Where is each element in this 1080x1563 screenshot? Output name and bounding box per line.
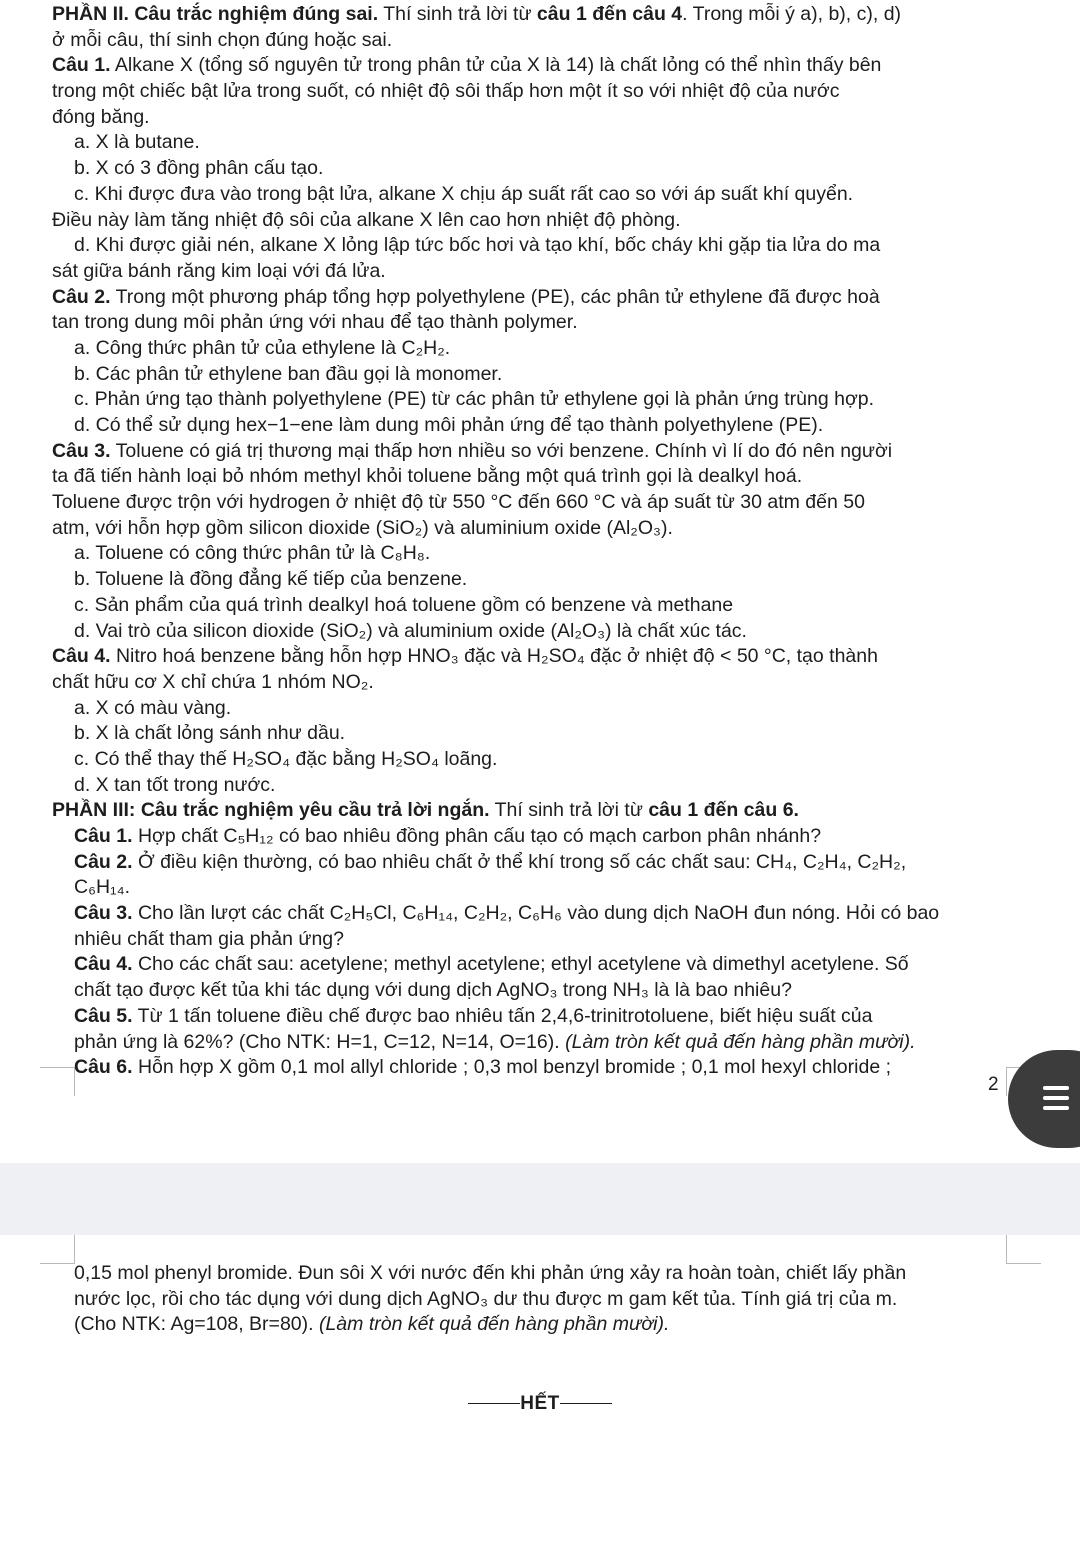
q3-option-d: d. Vai trò của silicon dioxide (SiO₂) và aluminium oxide (Al₂O₃) là chất xúc tác. — [74, 619, 747, 642]
part2-intro: PHẦN II. Câu trắc nghiệm đúng sai. Thí sinh trả lời từ câu 1 đến câu 4. Trong mỗi ý a), b), c), d) — [52, 3, 902, 25]
p3-q4-l2: chất tạo được kết tủa khi tác dụng với dung dịch AgNO₃ trong NH₃ là là bao nhiêu? — [74, 979, 792, 1002]
q2-option-d: d. Có thể sử dụng hex−1−ene làm dung môi phản ứng để tạo thành polyethylene (PE). — [74, 414, 824, 436]
end-marker: HẾT — [0, 1393, 1080, 1415]
part3-heading: PHẦN III: Câu trắc nghiệm yêu cầu trả lời ngắn. — [52, 799, 490, 822]
q3-option-b: b. Toluene là đồng đẳng kế tiếp của benzene. — [74, 568, 468, 591]
q1-option-d-l2: sát giữa bánh răng kim loại với đá lửa. — [52, 259, 386, 282]
crop-mark-top-right — [1006, 1235, 1041, 1264]
q4-option-a: a. X có màu vàng. — [74, 696, 232, 719]
q4-stem-l2: chất hữu cơ X chỉ chứa 1 nhóm NO₂. — [52, 670, 374, 693]
q1-stem-l2: trong một chiếc bật lửa trong suốt, có nhiệt độ sôi thấp hơn một ít so với nhiệt độ của nước — [52, 80, 840, 103]
p3-q6-l4: (Cho NTK: Ag=108, Br=80). (Làm tròn kết quả đến hàng phần mười). — [74, 1313, 670, 1336]
q1-option-c-l2: Điều này làm tăng nhiệt độ sôi của alkane X lên cao hơn nhiệt độ phòng. — [52, 208, 681, 231]
q3-stem-l3: Toluene được trộn với hydrogen ở nhiệt độ từ 550 °C đến 660 °C và áp suất từ 30 atm đến 50 — [52, 491, 865, 514]
page-2-text — [0, 1261, 1050, 1338]
p3-q4: Câu 4. Cho các chất sau: acetylene; methyl acetylene; ethyl acetylene và dimethyl acetylene. Số — [74, 953, 909, 976]
q4-option-c: c. Có thể thay thế H₂SO₄ đặc bằng H₂SO₄ loãng. — [74, 747, 498, 770]
q2-option-a: a. Công thức phân tử của ethylene là C₂H₂. — [74, 336, 451, 359]
q1-option-c: c. Khi được đưa vào trong bật lửa, alkane X chịu áp suất rất cao so với áp suất khí quyển. — [74, 182, 854, 205]
part2-intro-line2: ở mỗi câu, thí sinh chọn đúng hoặc sai. — [52, 28, 393, 51]
q3-stem: Câu 3. Toluene có giá trị thương mại thấp hơn nhiều so với benzene. Chính vì lí do đó nên người — [52, 439, 893, 462]
p3-q2: Câu 2. Ở điều kiện thường, có bao nhiêu chất ở thể khí trong số các chất sau: CH₄, C₂H₄, C₂H₂, — [74, 850, 907, 873]
crop-mark-top-left — [40, 1235, 75, 1264]
q2-option-c: c. Phản ứng tạo thành polyethylene (PE) từ các phân tử ethylene gọi là phản ứng trùng hợp. — [74, 388, 875, 411]
q1-stem-l3: đóng băng. — [52, 105, 150, 128]
p3-q6: Câu 6. Hỗn hợp X gồm 0,1 mol allyl chloride ; 0,3 mol benzyl bromide ; 0,1 mol hexyl chloride ; — [74, 1056, 892, 1079]
p3-q5-l2: phản ứng là 62%? (Cho NTK: H=1, C=12, N=14, O=16). (Làm tròn kết quả đến hàng phần mười). — [74, 1030, 916, 1053]
part3-intro: PHẦN III: Câu trắc nghiệm yêu cầu trả lời ngắn. Thí sinh trả lời từ câu 1 đến câu 6. — [52, 799, 799, 822]
p3-q6-l3: nước lọc, rồi cho tác dụng với dung dịch AgNO₃ dư thu được m gam kết tủa. Tính giá trị của m. — [74, 1287, 898, 1310]
p3-q3: Câu 3. Cho lần lượt các chất C₂H₅Cl, C₆H₁₄, C₂H₂, C₆H₆ vào dung dịch NaOH đun nóng. Hỏi có bao — [74, 902, 940, 925]
p3-q3-l2: nhiêu chất tham gia phản ứng? — [74, 927, 345, 950]
q3-stem-l2: ta đã tiến hành loại bỏ nhóm methyl khỏi toluene bằng một quá trình gọi là dealkyl hoá. — [52, 465, 803, 488]
q4-option-d: d. X tan tốt trong nước. — [74, 773, 276, 796]
p3-q1: Câu 1. Hợp chất C₅H₁₂ có bao nhiêu đồng phân cấu tạo có mạch carbon phân nhánh? — [74, 825, 822, 847]
p3-q5: Câu 5. Từ 1 tấn toluene điều chế được bao nhiêu tấn 2,4,6-trinitrotoluene, biết hiệu suất của — [74, 1004, 873, 1027]
part2-heading: PHẦN II. Câu trắc nghiệm đúng sai. — [52, 3, 379, 25]
q1-option-b: b. X có 3 đồng phân cấu tạo. — [74, 157, 324, 180]
q1-option-a: a. X là butane. — [74, 131, 200, 154]
hamburger-menu-icon[interactable] — [1043, 1086, 1069, 1110]
q3-option-c: c. Sản phẩm của quá trình dealkyl hoá toluene gồm có benzene và methane — [74, 593, 734, 616]
q1-stem: Câu 1. Alkane X (tổng số nguyên tử trong phân tử của X là 14) là chất lỏng có thể nhìn thấy bên — [52, 54, 882, 77]
q2-stem: Câu 2. Trong một phương pháp tổng hợp polyethylene (PE), các phân tử ethylene đã được hoà — [52, 285, 880, 308]
page-1-text — [0, 2, 1050, 1081]
p3-q6-l2: 0,15 mol phenyl bromide. Đun sôi X với nước đến khi phản ứng xảy ra hoàn toàn, chiết lấy phần — [74, 1262, 907, 1284]
q2-stem-l2: tan trong dung môi phản ứng với nhau để tạo thành polymer. — [52, 311, 578, 334]
page-gap — [0, 1163, 1080, 1235]
p3-q2-l2: C₆H₁₄. — [74, 876, 130, 899]
page-number: 2 — [988, 1074, 999, 1095]
q3-stem-l4: atm, với hỗn hợp gồm silicon dioxide (SiO₂) và aluminium oxide (Al₂O₃). — [52, 516, 673, 539]
q1-option-d: d. Khi được giải nén, alkane X lỏng lập tức bốc hơi và tạo khí, bốc cháy khi gặp tia lửa do ma — [74, 234, 881, 257]
q4-stem: Câu 4. Nitro hoá benzene bằng hỗn hợp HNO₃ đặc và H₂SO₄ đặc ở nhiệt độ < 50 °C, tạo thành — [52, 645, 878, 668]
q4-option-b: b. X là chất lỏng sánh như dầu. — [74, 722, 346, 745]
q3-option-a: a. Toluene có công thức phân tử là C₈H₈. — [74, 542, 431, 565]
q2-option-b: b. Các phân tử ethylene ban đầu gọi là monomer. — [74, 362, 503, 385]
crop-mark-bottom-left — [40, 1067, 75, 1096]
